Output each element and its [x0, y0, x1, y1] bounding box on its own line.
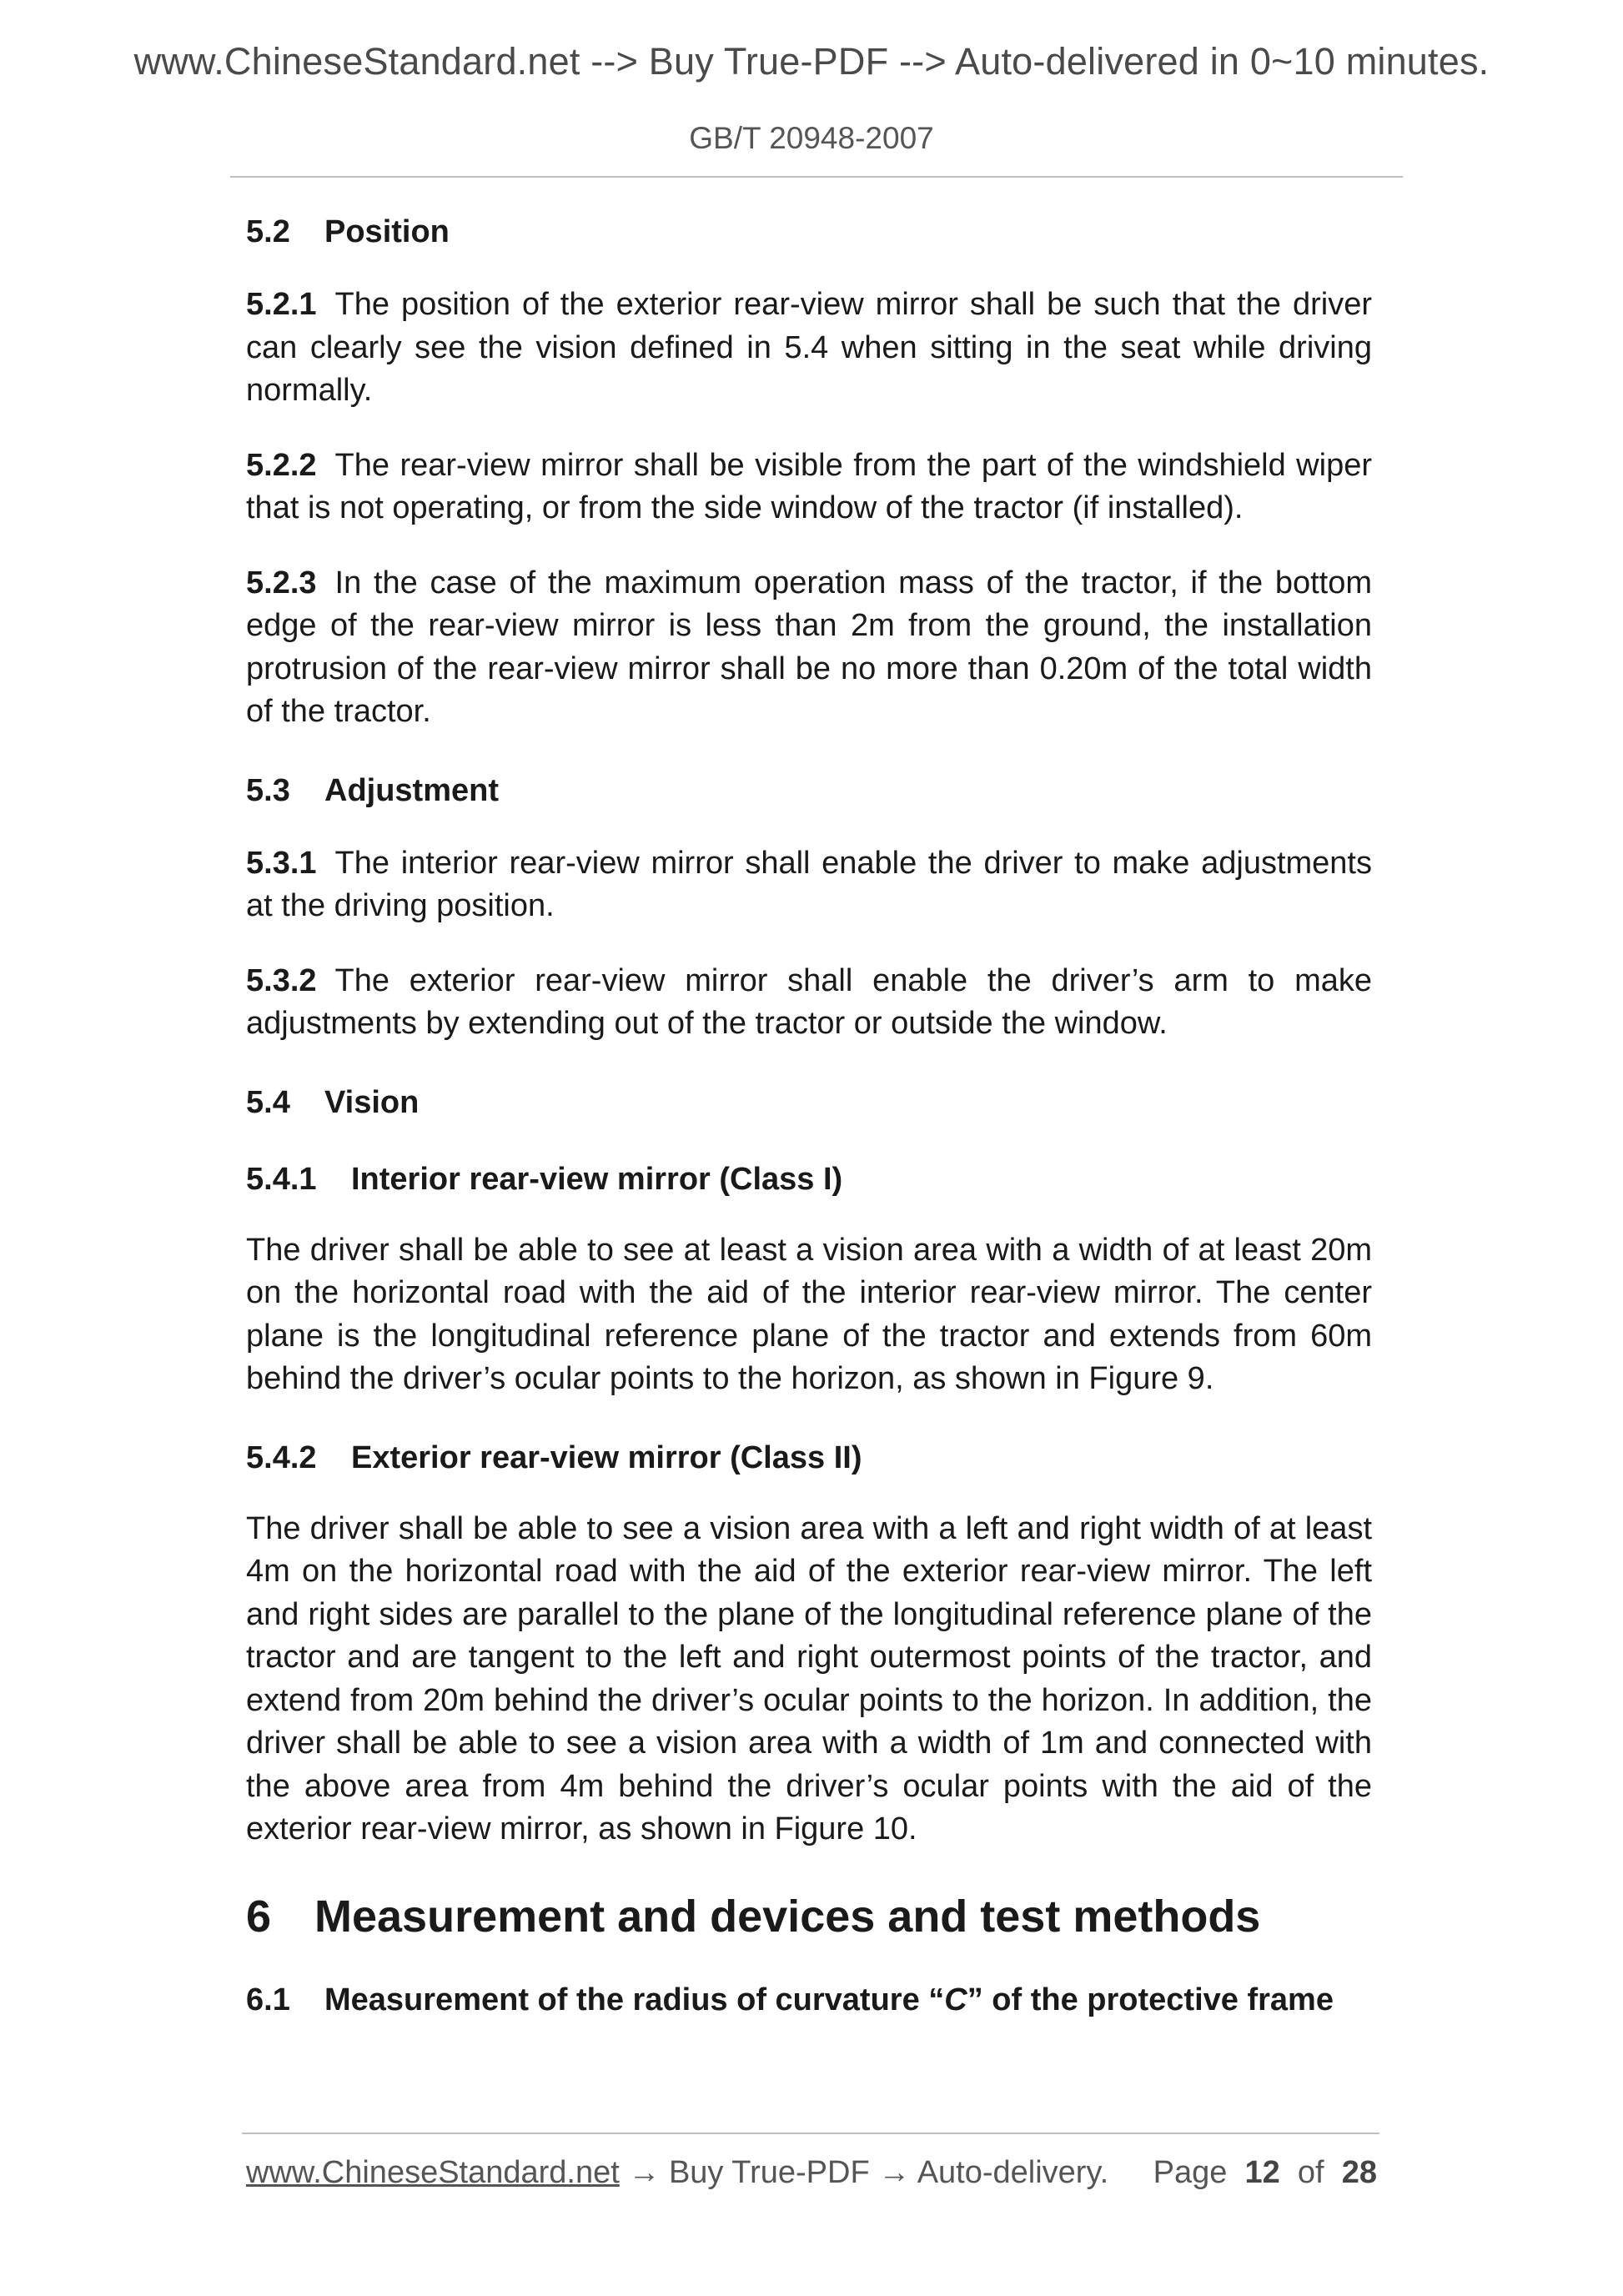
header-divider: [230, 176, 1403, 178]
chapter-heading-6: [246, 1883, 1372, 1950]
section-title-variable: C: [944, 1982, 967, 2017]
footer-divider: [242, 2133, 1379, 2134]
clause-5-3-2: [246, 960, 1372, 1046]
footer-left: [246, 2155, 1108, 2191]
page-label: Page: [1153, 2155, 1228, 2190]
section-heading-6-1: [246, 1975, 1372, 2025]
subsection-title: Exterior rear-view mirror (Class II): [351, 1439, 862, 1475]
section-title-part: Measurement of the radius of curvature “: [324, 1982, 945, 2017]
section-heading-5-2: [246, 207, 1372, 257]
paragraph-5-4-1: The driver shall be able to see at least a vision area with a width of at least 20m on the horizontal road with the aid of the interior rear-view mirror. The center plane is the longitudinal reference plane of the tractor and extends from 60m behind the driver’s ocular points to the horizon, as shown in Figure 9.: [246, 1232, 1372, 1396]
of-label: of: [1297, 2155, 1324, 2190]
chapter-number: 6: [246, 1891, 272, 1942]
footer-tail: → Buy True-PDF → Auto-delivery.: [619, 2155, 1109, 2190]
clause-5-3-1: [246, 842, 1372, 928]
section-number: 5.4: [246, 1084, 290, 1120]
clause-text: The rear-view mirror shall be visible from the part of the windshield wiper that is not operating, or from the side window of the tractor (if installed).: [246, 447, 1372, 525]
section-heading-5-4: [246, 1078, 1372, 1128]
clause-number: 5.2.3: [246, 565, 317, 600]
subsection-heading-5-4-1: [246, 1154, 1372, 1204]
section-heading-5-3: [246, 766, 1372, 816]
subsection-title: Interior rear-view mirror (Class I): [351, 1161, 843, 1197]
section-title: Vision: [324, 1084, 420, 1120]
page-indicator: [1153, 2155, 1377, 2191]
subsection-heading-5-4-2: [246, 1433, 1372, 1483]
page-body: [246, 207, 1372, 2052]
total-pages: 28: [1341, 2155, 1377, 2190]
top-banner: www.ChineseStandard.net --> Buy True-PDF --> Auto-delivered in 0~10 minutes.: [133, 40, 1490, 83]
section-number: 6.1: [246, 1982, 290, 2017]
page-number: 12: [1244, 2155, 1280, 2190]
subsection-number: 5.4.2: [246, 1439, 317, 1475]
subsection-number: 5.4.1: [246, 1161, 317, 1197]
clause-text: In the case of the maximum operation mass of the tractor, if the bottom edge of the rear-view mirror is less than 2m from the ground, the installation protrusion of the rear-view mirror shall be no more than 0.20m of the total width of the tractor.: [246, 565, 1372, 729]
clause-number: 5.3.1: [246, 845, 317, 881]
section-title: Adjustment: [324, 772, 499, 808]
document-number: GB/T 20948-2007: [689, 121, 934, 155]
clause-5-2-2: [246, 445, 1372, 530]
site-link[interactable]: www.ChineseStandard.net: [246, 2155, 620, 2190]
clause-5-2-3: [246, 562, 1372, 734]
section-title: Position: [324, 214, 450, 249]
clause-number: 5.2.2: [246, 447, 317, 483]
section-number: 5.2: [246, 214, 290, 249]
clause-5-2-1: [246, 284, 1372, 413]
clause-text: The interior rear-view mirror shall enable the driver to make adjustments at the driving position.: [246, 845, 1372, 923]
paragraph-5-4-2: The driver shall be able to see a vision area with a left and right width of at least 4m on the horizontal road with the aid of the exterior rear-view mirror. The left and right sides are parallel to the plane of the longitudinal reference plane of the tractor and are tangent to the left and right outermost points of the tractor, and extend from 20m behind the driver’s ocular points to the horizon. In addition, the driver shall be able to see a vision area with a width of 1m and connected with the above area from 4m behind the driver’s ocular points with the aid of the exterior rear-view mirror, as shown in Figure 10.: [246, 1510, 1372, 1846]
clause-text: The position of the exterior rear-view mirror shall be such that the driver can clearly see the vision defined in 5.4 when sitting in the seat while driving normally.: [246, 287, 1372, 408]
clause-text: The exterior rear-view mirror shall enable the driver’s arm to make adjustments by extending out of the tractor or outside the window.: [246, 962, 1372, 1041]
page-footer: [246, 2155, 1377, 2197]
section-title-part: ” of the protective frame: [967, 1982, 1334, 2017]
chapter-title: Measurement and devices and test methods: [314, 1891, 1261, 1942]
clause-number: 5.3.2: [246, 962, 317, 998]
section-number: 5.3: [246, 772, 290, 808]
clause-number: 5.2.1: [246, 287, 317, 322]
